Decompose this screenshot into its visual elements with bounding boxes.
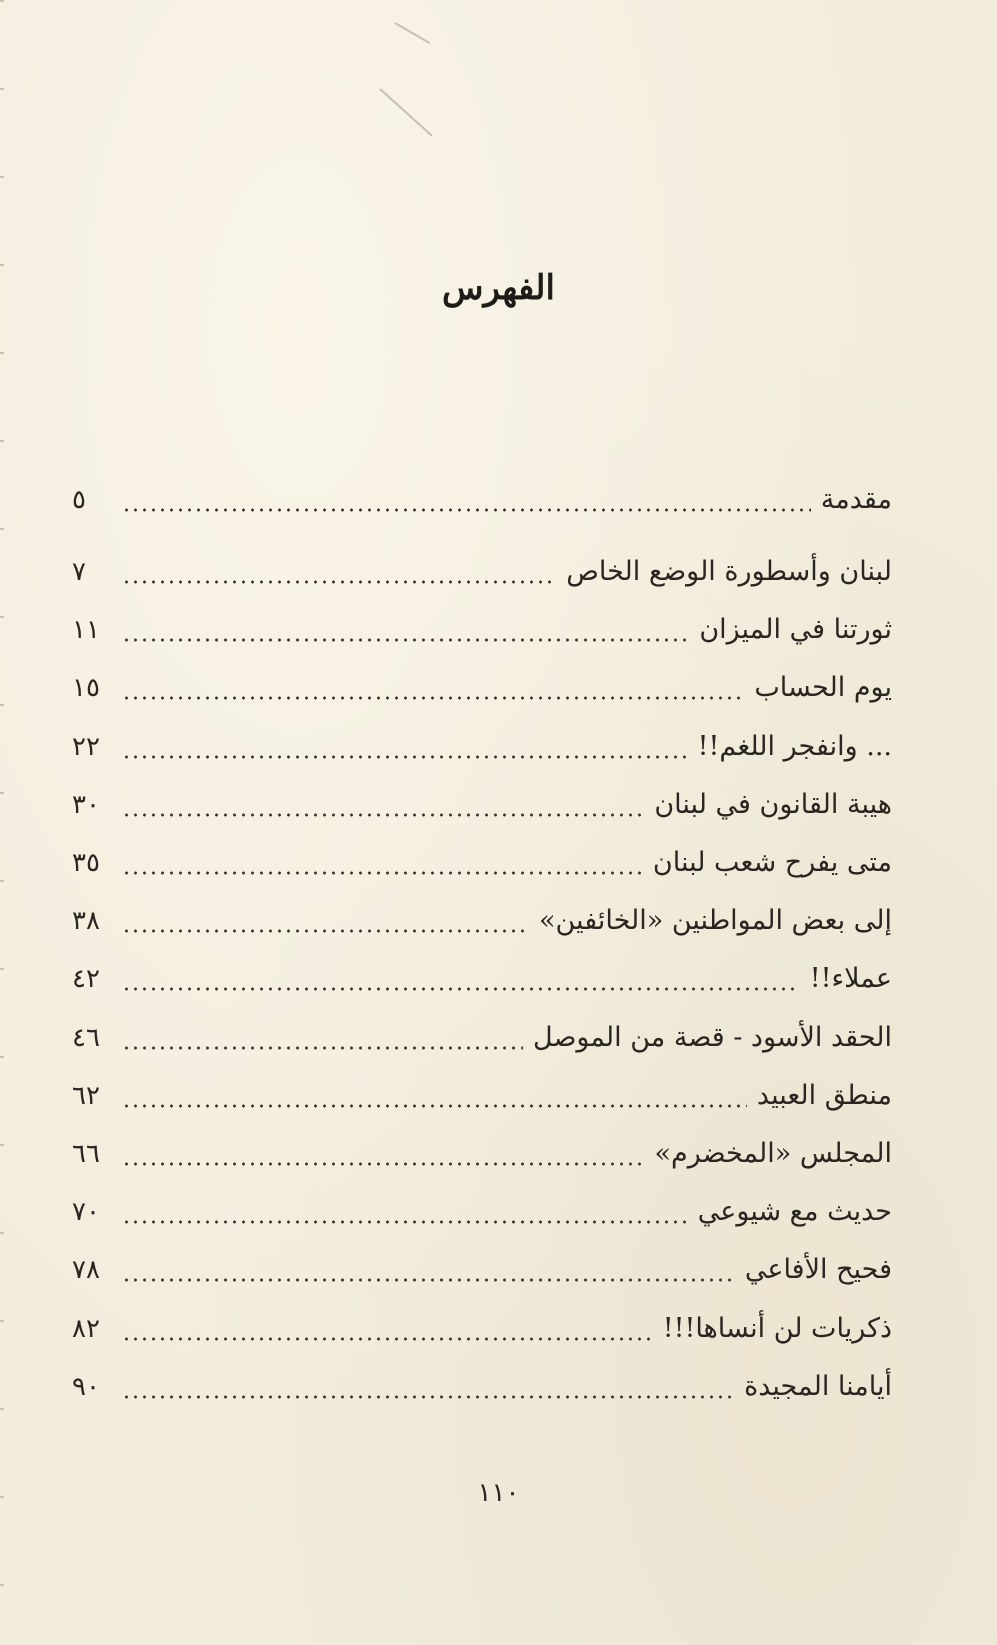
toc-entry-page-number: ٧٨ bbox=[72, 1255, 100, 1286]
toc-entry-page-number: ٧٠ bbox=[72, 1197, 100, 1228]
toc-entry-page-number: ٥ bbox=[72, 485, 86, 515]
toc-entry bbox=[72, 843, 892, 883]
toc-entry bbox=[72, 610, 892, 650]
toc-entry-page-number: ٧ bbox=[72, 557, 86, 587]
toc-entry bbox=[72, 1076, 892, 1116]
toc-entry-page-number: ٦٦ bbox=[72, 1139, 100, 1169]
toc-entry-title: منطق العبيد bbox=[756, 1079, 892, 1111]
toc-entry bbox=[72, 480, 892, 520]
toc-entry-page-number: ٣٥ bbox=[72, 848, 100, 878]
toc-entry-page-number: ٢٢ bbox=[72, 731, 100, 762]
dot-leader bbox=[122, 901, 529, 941]
toc-entry-title: ذكريات لن أنساها!!! bbox=[662, 1312, 892, 1344]
toc-entry-title: لبنان وأسطورة الوضع الخاص bbox=[566, 556, 892, 587]
dot-leader bbox=[122, 1018, 523, 1058]
toc-entry-title: المجلس «المخضرم» bbox=[654, 1138, 892, 1169]
toc-entry bbox=[72, 1367, 892, 1407]
toc-entry-page-number: ٩٠ bbox=[72, 1371, 100, 1402]
dot-leader bbox=[122, 1076, 747, 1116]
toc-entry-title: الحقد الأسود - قصة من الموصل bbox=[533, 1021, 892, 1053]
toc-entry-page-number: ١٥ bbox=[72, 673, 100, 704]
toc-entry-title: مقدمة bbox=[820, 484, 892, 515]
toc-entry-title: هيبة القانون في لبنان bbox=[654, 788, 892, 820]
dot-leader bbox=[122, 843, 643, 883]
toc-entry bbox=[72, 727, 892, 767]
dot-leader bbox=[122, 480, 811, 520]
dot-leader bbox=[122, 1250, 735, 1290]
dot-leader bbox=[122, 668, 744, 708]
dot-leader bbox=[122, 1367, 734, 1407]
toc-entry bbox=[72, 552, 892, 592]
dot-leader bbox=[122, 959, 800, 999]
toc-entry-title: إلى بعض المواطنين «الخائفين» bbox=[538, 905, 892, 937]
toc-entry bbox=[72, 1192, 892, 1232]
paper-scratch bbox=[379, 88, 432, 136]
paper-scratch bbox=[395, 22, 431, 44]
dot-leader bbox=[122, 1192, 688, 1232]
toc-entry-title: متى يفرح شعب لبنان bbox=[652, 847, 892, 878]
toc-entry-title: يوم الحساب bbox=[754, 672, 892, 704]
toc-entry-page-number: ٤٢ bbox=[72, 964, 100, 995]
dot-leader bbox=[122, 727, 688, 767]
toc-entry bbox=[72, 959, 892, 999]
page-number: ١١٠ bbox=[477, 1478, 520, 1508]
toc-entry bbox=[72, 1018, 892, 1058]
toc-entry-page-number: ٦٢ bbox=[72, 1080, 100, 1111]
page-edge-marks bbox=[0, 0, 4, 1645]
toc-entry bbox=[72, 785, 892, 825]
dot-leader bbox=[122, 1309, 653, 1349]
dot-leader bbox=[122, 1134, 644, 1174]
toc-entry-title: حديث مع شيوعي bbox=[697, 1196, 892, 1228]
toc-entry-title: ثورتنا في الميزان bbox=[699, 614, 892, 646]
toc-entry-title: ... وانفجر اللغم!! bbox=[697, 730, 892, 762]
toc-entry-title: عملاء!! bbox=[809, 963, 892, 995]
dot-leader bbox=[122, 610, 689, 650]
toc-entry-page-number: ٤٦ bbox=[72, 1022, 100, 1053]
toc-entry bbox=[72, 901, 892, 941]
toc-entry-title: فحيح الأفاعي bbox=[744, 1254, 892, 1286]
toc-entry bbox=[72, 668, 892, 708]
dot-leader bbox=[122, 785, 644, 825]
toc-entry-title: أيامنا المجيدة bbox=[744, 1370, 892, 1402]
toc-entry bbox=[72, 1250, 892, 1290]
toc-entry-page-number: ٨٢ bbox=[72, 1313, 100, 1344]
toc-entry-page-number: ٣٨ bbox=[72, 906, 100, 937]
toc-entry bbox=[72, 1309, 892, 1349]
toc-entry-page-number: ١١ bbox=[72, 615, 100, 646]
toc-entry bbox=[72, 1134, 892, 1174]
dot-leader bbox=[122, 552, 556, 592]
page-title: الفهرس bbox=[442, 268, 555, 308]
toc-entry-page-number: ٣٠ bbox=[72, 789, 100, 820]
